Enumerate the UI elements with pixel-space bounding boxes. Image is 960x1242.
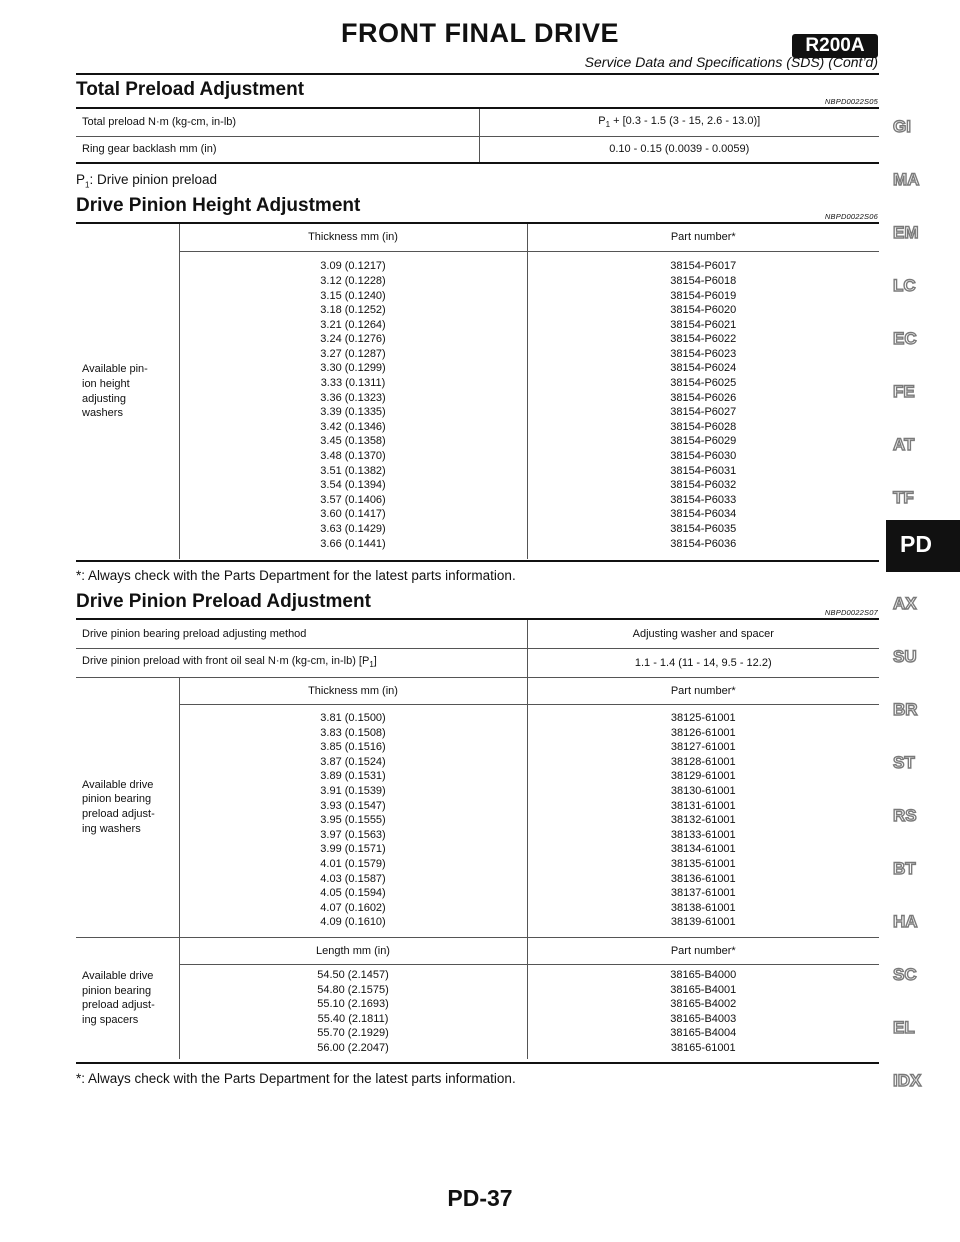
tab-ax[interactable]: AX: [893, 594, 917, 613]
tab-ha[interactable]: HA: [893, 912, 918, 931]
tab-su[interactable]: SU: [893, 647, 917, 666]
table-row: [76, 704, 879, 937]
tab-ec[interactable]: EC: [893, 329, 917, 348]
tab-at[interactable]: AT: [893, 435, 915, 454]
table-row: [76, 224, 879, 251]
section-code-total-preload: NBPD0022S05: [824, 97, 878, 106]
table-row: [76, 136, 879, 162]
washers-row-label: Available drive pinion bearing preload adjust- ing washers: [76, 677, 179, 937]
table-bottom-rule: [76, 560, 879, 562]
thickness-header: Thickness mm (in): [179, 224, 527, 251]
preload-value: 1.1 - 1.4 (11 - 14, 9.5 - 12.2): [527, 648, 879, 677]
table-row: [76, 251, 879, 559]
pinion-preload-table: [76, 620, 879, 1059]
page-number: PD-37: [447, 1185, 513, 1211]
section-code-pinion-height: NBPD0022S06: [824, 212, 878, 221]
tab-ma[interactable]: MA: [893, 170, 920, 189]
tab-em[interactable]: EM: [893, 223, 919, 242]
pinion-height-note: *: Always check with the Parts Department for the latest parts information.: [76, 568, 516, 583]
part-number-values: 38154-P6017 38154-P6018 38154-P6019 38154-P6020 38154-P6021 38154-P6022 38154-P6023 38154-P6024 38154-P6025 38154-P6026 38154-P6027 38154-P6028 38154-P6029 38154-P6030 38154-P6031 38154-P6032 38154-P6033 38154-P6034 38154-P6035 38154-P6036: [527, 251, 879, 559]
total-preload-note: $P_1$: Drive pinion preload: [76, 172, 218, 190]
table-row: [76, 937, 879, 964]
tab-idx[interactable]: IDX: [893, 1071, 922, 1090]
backlash-label: Ring gear backlash mm (in): [76, 136, 479, 162]
total-preload-value: $P_1 + [0.3 - 1.5$ (3 - 15, 2.6 - 13.0)]: [479, 109, 879, 136]
page-title: FRONT FINAL DRIVE: [341, 18, 619, 48]
table-row: [76, 620, 879, 648]
section-code-pinion-preload: NBPD0022S07: [824, 608, 878, 617]
table-bottom-rule: [76, 162, 879, 164]
table-bottom-rule: [76, 1062, 879, 1064]
total-preload-table: [76, 109, 879, 163]
tab-fe[interactable]: FE: [893, 382, 915, 401]
page-subtitle: Service Data and Specifications (SDS) (Cont’d): [584, 54, 878, 70]
part-number-header: Part number*: [527, 224, 879, 251]
washers-part-values: 38125-61001 38126-61001 38127-61001 38128-61001 38129-61001 38130-61001 38131-61001 38132-61001 38133-61001 38134-61001 38135-61001 38136-61001 38137-61001 38138-61001 38139-61001: [527, 704, 879, 937]
tab-gi[interactable]: GI: [893, 117, 911, 136]
thickness-values: 3.09 (0.1217) 3.12 (0.1228) 3.15 (0.1240) 3.18 (0.1252) 3.21 (0.1264) 3.24 (0.1276) 3.27 (0.1287) 3.30 (0.1299) 3.33 (0.1311) 3.36 (0.1323) 3.39 (0.1335) 3.42 (0.1346) 3.45 (0.1358) 3.48 (0.1370) 3.51 (0.1382) 3.54 (0.1394) 3.57 (0.1406) 3.60 (0.1417) 3.63 (0.1429) 3.66 (0.1441): [179, 251, 527, 559]
pinion-height-table: [76, 224, 879, 559]
backlash-value: 0.10 - 0.15 (0.0039 - 0.0059): [479, 136, 879, 162]
method-value: Adjusting washer and spacer: [527, 620, 879, 648]
washers-part-header: Part number*: [527, 677, 879, 704]
preload-label: Drive pinion preload with front oil seal N·m (kg-cm, in-lb) $[P_1]$: [76, 648, 527, 677]
total-preload-label: Total preload N·m (kg-cm, in-lb): [76, 109, 479, 136]
method-label: Drive pinion bearing preload adjusting method: [76, 620, 527, 648]
spacers-part-values: 38165-B4000 38165-B4001 38165-B4002 38165-B4003 38165-B4004 38165-61001: [527, 964, 879, 1059]
section-heading-pinion-height: Drive Pinion Height Adjustment: [76, 195, 361, 216]
tab-sc[interactable]: SC: [893, 965, 917, 984]
model-badge: R200A: [792, 34, 878, 58]
header-divider: [76, 73, 879, 75]
table-row: [76, 648, 879, 677]
washers-thickness-header: Thickness mm (in): [179, 677, 527, 704]
tab-pd-active[interactable]: PD: [886, 520, 960, 572]
spacers-length-header: Length mm (in): [179, 937, 527, 964]
tab-tf[interactable]: TF: [893, 488, 914, 507]
tab-el[interactable]: EL: [893, 1018, 915, 1037]
tab-br[interactable]: BR: [893, 700, 918, 719]
spacers-part-header: Part number*: [527, 937, 879, 964]
washers-thickness-values: 3.81 (0.1500) 3.83 (0.1508) 3.85 (0.1516) 3.87 (0.1524) 3.89 (0.1531) 3.91 (0.1539) 3.93 (0.1547) 3.95 (0.1555) 3.97 (0.1563) 3.99 (0.1571) 4.01 (0.1579) 4.03 (0.1587) 4.05 (0.1594) 4.07 (0.1602) 4.09 (0.1610): [179, 704, 527, 937]
tab-rs[interactable]: RS: [893, 806, 917, 825]
pinion-height-row-label: Available pin- ion height adjusting washers: [82, 363, 148, 420]
pinion-preload-note: *: Always check with the Parts Department for the latest parts information.: [76, 1071, 516, 1086]
table-row: [76, 964, 879, 1059]
tab-st[interactable]: ST: [893, 753, 915, 772]
table-row: [76, 109, 879, 136]
section-heading-total-preload: Total Preload Adjustment: [76, 79, 305, 100]
spacers-row-label: Available drive pinion bearing preload adjust- ing spacers: [82, 970, 155, 1026]
table-row: [76, 677, 879, 704]
tab-lc[interactable]: LC: [893, 276, 916, 295]
tab-bt[interactable]: BT: [893, 859, 916, 878]
spacers-length-values: 54.50 (2.1457) 54.80 (2.1575) 55.10 (2.1693) 55.40 (2.1811) 55.70 (2.1929) 56.00 (2.2047): [179, 964, 527, 1059]
section-heading-pinion-preload: Drive Pinion Preload Adjustment: [76, 591, 371, 612]
